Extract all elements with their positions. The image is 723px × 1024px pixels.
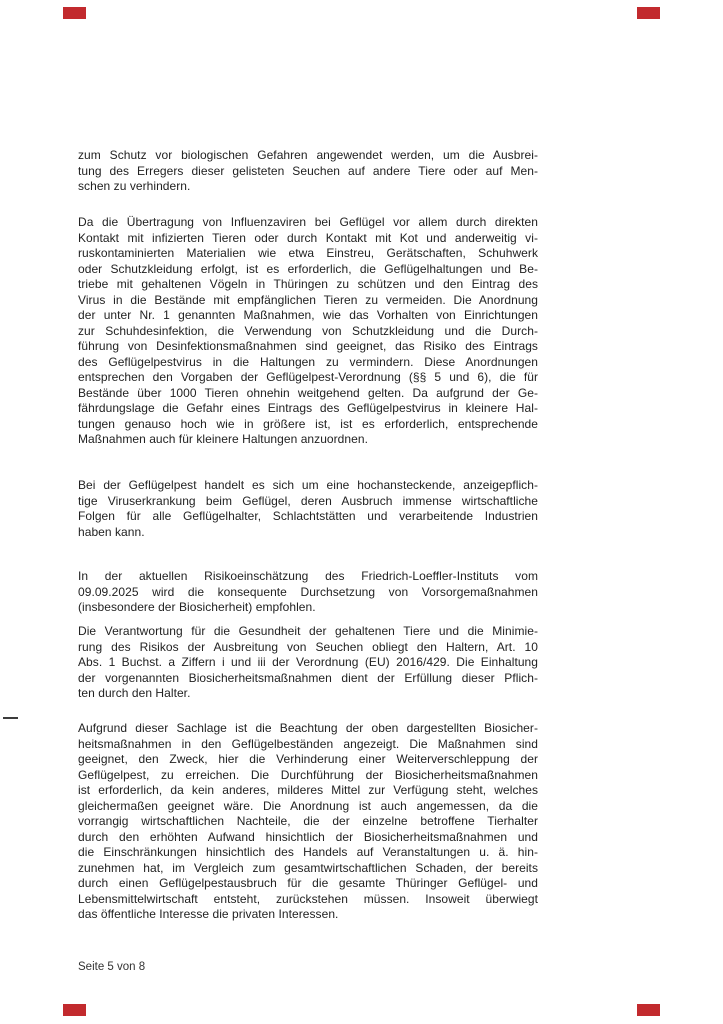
corner-redaction-mark-top-left [63, 7, 86, 19]
text-line: schen zu verhindern. [78, 179, 191, 193]
text-line: Abs. 1 Buchst. a Ziffern i und iii der Verordnung (EU) 2016/429. Die Einhaltung [78, 655, 538, 669]
text-line: führung von Desinfektionsmaßnahmen sind geeignet, das Risiko des Eintrags [78, 339, 538, 353]
paragraph-ausbreitung [78, 148, 538, 195]
text-line: Geflügelpest, zu erreichen. Die Durchführung der Biosicherheitsmaßnahmen [78, 767, 538, 782]
text-line: der unter Nr. 1 genannten Maßnahmen, wie das Vorhalten von Einrichtungen [78, 308, 538, 322]
corner-redaction-mark-bottom-left [63, 1004, 86, 1016]
text-line: Da die Übertragung von Influenzaviren bei Geflügel vor allem durch direkten [78, 215, 538, 229]
text-line: heitsmaßnahmen in den Geflügelbeständen angezeigt. Die Maßnahmen sind [78, 736, 538, 751]
text-line: ruskontaminierten Materialien wie etwa Einstreu, Gerätschaften, Schuhwerk [78, 246, 538, 260]
text-line: durch einen Geflügelpestausbruch für die gesamte Thüringer Geflügel- und [78, 876, 538, 890]
paragraph-risikoeinschaetzung [78, 569, 538, 616]
text-line: Folgen für alle Geflügelhalter, Schlachtstätten und verarbeitende Industrien [78, 509, 538, 523]
paragraph-abwaegung [78, 721, 538, 923]
text-line: vorrangig wirtschaftlichen Nachteile, die der einzelne betroffene Tierhalter [78, 814, 538, 828]
text-line: zur Schuhdesinfektion, die Verwendung von Schutzkleidung und die Durch- [78, 323, 538, 338]
text-line: Aufgrund dieser Sachlage ist die Beachtung der oben dargestellten Biosicher- [78, 721, 538, 735]
text-line: Maßnahmen auch für kleinere Haltungen anzuordnen. [78, 432, 368, 446]
text-line: entsprechen den Vorgaben der Geflügelpest-Verordnung (§§ 5 und 6), die für [78, 370, 538, 384]
text-line: (insbesondere der Biosicherheit) empfohlen. [78, 600, 316, 614]
text-line: geeignet, den Zweck, hier die Verhinderung einer Weiterverschleppung der [78, 752, 538, 766]
text-line: ist erforderlich, da kein anderes, milderes Mittel zur Verfügung steht, welches [78, 783, 538, 797]
text-line: des Geflügelpestvirus in die Haltungen zu vermindern. Diese Anordnungen [78, 354, 538, 369]
text-line: In der aktuellen Risikoeinschätzung des Friedrich-Loeffler-Instituts vom [78, 569, 538, 583]
paragraph-verantwortung [78, 624, 538, 702]
corner-redaction-mark-bottom-right [637, 1004, 660, 1016]
text-line: rung des Risikos der Ausbreitung von Seuchen obliegt den Haltern, Art. 10 [78, 639, 538, 654]
text-line: Bei der Geflügelpest handelt es sich um eine hochansteckende, anzeigepflich- [78, 478, 538, 492]
text-line: Bestände über 1000 Tieren ohnehin weitgehend gelten. Da aufgrund der Ge- [78, 385, 538, 400]
text-line: fährdungslage die Gefahr eines Eintrags des Geflügelpestvirus in kleinere Hal- [78, 401, 538, 415]
fold-mark [3, 717, 18, 719]
text-line: Virus in die Bestände mit empfänglichen Tieren zu vermeiden. Die Anordnung [78, 292, 538, 307]
text-line: oder Schutzkleidung erfolgt, ist es erforderlich, die Geflügelhaltungen und Be- [78, 261, 538, 276]
text-line: Lebensmittelwirtschaft entsteht, zurückstehen müssen. Insoweit überwiegt [78, 891, 538, 906]
text-line: tung des Erregers dieser gelisteten Seuchen auf andere Tiere oder auf Men- [78, 163, 538, 178]
text-line: durch den erhöhten Aufwand hinsichtlich der Biosicherheitsmaßnahmen und [78, 829, 538, 844]
text-line: das öffentliche Interesse die privaten Interessen. [78, 907, 339, 921]
text-line: triebe mit gehaltenen Vögeln in Thüringen zu schützen und den Eintrag des [78, 277, 538, 291]
paragraph-uebertragung [78, 215, 538, 448]
text-line: Die Verantwortung für die Gesundheit der gehaltenen Tiere und die Minimie- [78, 624, 538, 638]
text-line: gleichermaßen geeignet wäre. Die Anordnung ist auch angemessen, da die [78, 798, 538, 813]
text-line: der vorgenannten Biosicherheitsmaßnahmen dient der Erfüllung dieser Pflich- [78, 670, 538, 685]
text-line: die Einschränkungen hinsichtlich des Handels auf Veranstaltungen u. ä. hin- [78, 845, 538, 859]
paragraph-gefluegelpest-beschreibung [78, 478, 538, 540]
text-line: zum Schutz vor biologischen Gefahren angewendet werden, um die Ausbrei- [78, 148, 538, 162]
text-line: ten durch den Halter. [78, 686, 191, 700]
text-line: zunehmen hat, im Vergleich zum gesamtwirtschaftlichen Schaden, der bereits [78, 860, 538, 875]
corner-redaction-mark-top-right [637, 7, 660, 19]
text-line: haben kann. [78, 524, 145, 539]
text-line: Kontakt mit infizierten Tieren oder durch Kontakt mit Kot und anderweitig vi- [78, 230, 538, 245]
page-number: Seite 5 von 8 [78, 961, 146, 973]
text-line: 09.09.2025 wird die konsequente Durchsetzung von Vorsorgemaßnahmen [78, 584, 538, 599]
text-line: tige Viruserkrankung beim Geflügel, deren Ausbruch immense wirtschaftliche [78, 493, 538, 508]
text-line: tungen genauso hoch wie in größere ist, ist es erforderlich, entsprechende [78, 416, 538, 431]
